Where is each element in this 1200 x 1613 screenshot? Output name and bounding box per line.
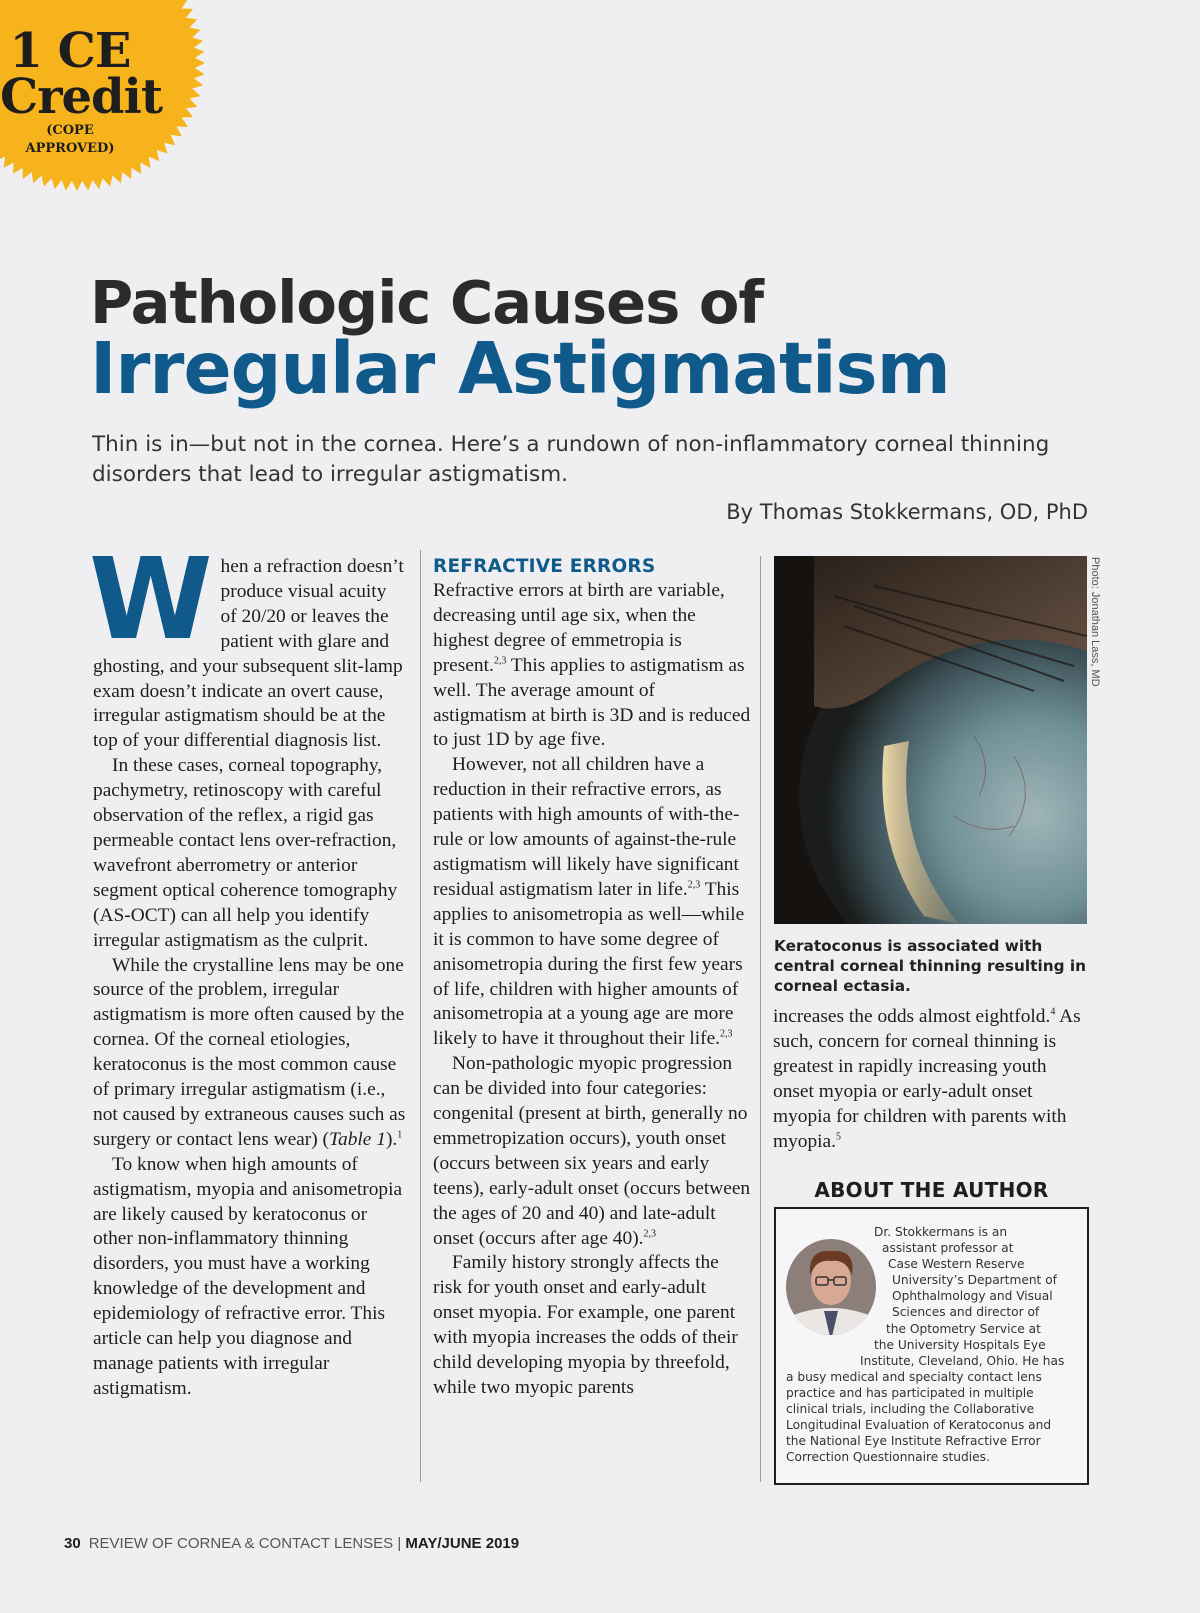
author-bio-line: practice and has participated in multiple [786,1385,1034,1400]
column-rule [420,550,421,1482]
paragraph-text: This applies to astigmatism as well. The average amount of astigmatism at birth is 3D and is reduced to just 1D by age five. [433,654,751,751]
author-bio-line: University’s Department of [892,1273,1057,1288]
column-3 [773,1005,1088,1154]
author-bio-line: Correction Questionnaire studies. [786,1450,990,1465]
author-bio-line: Longitudinal Evaluation of Keratoconus and [786,1418,1052,1433]
drop-cap: W [89,535,213,665]
citation: 1 [397,1129,403,1141]
issue-date: MAY/JUNE 2019 [405,1535,520,1552]
badge-line-1: 1 CE [9,23,131,79]
column-rule [760,556,761,1482]
paragraph-text: While the crystalline lens may be one source of the problem, irregular astigmatism is more often caused by the cornea. Of the corneal etiologies, keratoconus is the most common cause of primary irregular astigmatism (i.e., not caused by extraneous causes such as surgery or contact lens wear) ( [93,954,406,1150]
paragraph [93,754,407,953]
paragraph [433,753,751,1052]
paragraph [93,954,407,1153]
paragraph [93,1153,407,1402]
paragraph-text: As such, concern for corneal thinning is greatest in rapidly increasing youth onset myopia or early-adult onset myopia for children with parents with myopia. [773,1006,1081,1152]
citation: 2,3 [720,1028,733,1040]
paragraph-text: However, not all children have a reduction in their refractive errors, as patients with high amounts of with-the-rule or low amounts of against-the-rule astigmatism will likely have significant residual astigmatism later in life. [433,754,740,900]
citation: 2,3 [687,879,701,891]
paragraph-text: hen a refraction doesn’t produce visual acuity of 20/20 or leaves the patient with glare and ghosting, and your subsequent slit-lamp exam doesn’t indicate an overt cause, irregular astigmatism should be at the top of your differential diagnosis list. [93,556,404,752]
author-bio-line: the Optometry Service at [886,1321,1041,1336]
photo-caption: Keratoconus is associated with central corneal thinning resulting in corneal ectasia. [774,937,1087,995]
paragraph [433,1052,751,1251]
badge-text [0,23,162,158]
author-bio [786,1224,1072,1465]
citation: 2,3 [643,1228,657,1240]
page-number: 30 [64,1535,81,1552]
section-heading: REFRACTIVE ERRORS [433,556,656,577]
paragraph [433,579,751,753]
paragraph-text: In these cases, corneal topography, pachymetry, retinoscopy with careful observation of the reflex, a rigid gas permeable contact lens over-refraction, wavefront aberrometry or anterior segment optical coherence tomography (AS-OCT) can all help you identify irregular astigmatism as the culprit. [93,755,398,951]
author-bio-line: Ophthalmology and Visual [892,1289,1053,1304]
title-line-2: Irregular Astigmatism [90,327,950,410]
paragraph-text: Family history strongly affects the risk for youth onset and early-adult onset myopia. For example, one parent with myopia increases the odds of their child developing myopia by threefold, while two myopic parents [433,1252,738,1398]
paragraph [773,1005,1088,1154]
citation: 5 [836,1131,842,1143]
citation: 4 [1050,1006,1056,1018]
table-reference: Table 1 [329,1128,386,1150]
paragraph [433,1251,751,1400]
author-bio-line: Dr. Stokkermans is an [874,1225,1008,1239]
publication-name: REVIEW OF CORNEA & CONTACT LENSES [88,1535,394,1552]
article-deck: Thin is in—but not in the cornea. Here’s a rundown of non-inflammatory corneal thinning disorders that lead to irregular astigmatism. [92,432,1050,487]
byline: By Thomas Stokkermans, OD, PhD [726,500,1088,524]
author-bio-line: Case Western Reserve [888,1257,1025,1272]
keratoconus-photo [774,556,1087,924]
ce-credit-badge [0,0,212,198]
paragraph-text: ). [385,1128,398,1150]
author-bio-line: Institute, Cleveland, Ohio. He has [860,1353,1065,1368]
column-2 [433,555,751,1401]
author-bio-line: assistant professor at [882,1241,1014,1256]
author-bio-line: Sciences and director of [892,1305,1040,1320]
badge-line-3: (COPE APPROVED) [25,123,115,156]
paragraph-text: Refractive errors at birth are variable, decreasing until age six, when the highest degree of emmetropia is present. [433,580,725,676]
paragraph-text: This applies to anisometropia as well—while it is common to have some degree of anisometropia during the first few years of life, children with higher amounts of anisometropia at a young age are more likely to have it throughout their life. [433,878,745,1050]
photo-credit: Photo: Jonathan Lass, MD [1089,557,1101,687]
author-bio-line: the National Eye Institute Refractive Error [786,1434,1041,1449]
eye-photo-icon [774,556,1087,924]
paragraph-text: increases the odds almost eightfold. [773,1006,1051,1027]
paragraph-text: To know when high amounts of astigmatism, myopia and anisometropia are likely caused by keratoconus or other non-inflammatory thinning disorders, you must have a working knowledge of the development and epidemiology of refractive error. This article can help you diagnose and manage patients with irregular astigmatism. [93,1153,403,1399]
about-author-heading: ABOUT THE AUTHOR [814,1178,1049,1202]
footer-separator: | [393,1535,406,1552]
badge-line-2: Credit [0,69,162,125]
author-bio-line: the University Hospitals Eye [874,1337,1046,1352]
citation: 2,3 [493,655,507,667]
author-bio-line: clinical trials, including the Collaborative [786,1402,1035,1417]
column-1 [89,535,407,1402]
paragraph-text: Non-pathologic myopic progression can be divided into four categories: congenital (present at birth, generally no emmetropization occurs), youth onset (occurs between six years and early teens), early-adult onset (occurs between the ages of 20 and 40) and late-adult onset (occurs after age 40). [433,1053,751,1249]
about-author-box [774,1207,1089,1485]
author-bio-line: a busy medical and specialty contact lens [786,1369,1042,1384]
title-line-1: Pathologic Causes of [90,268,764,337]
page-footer [64,1535,519,1552]
